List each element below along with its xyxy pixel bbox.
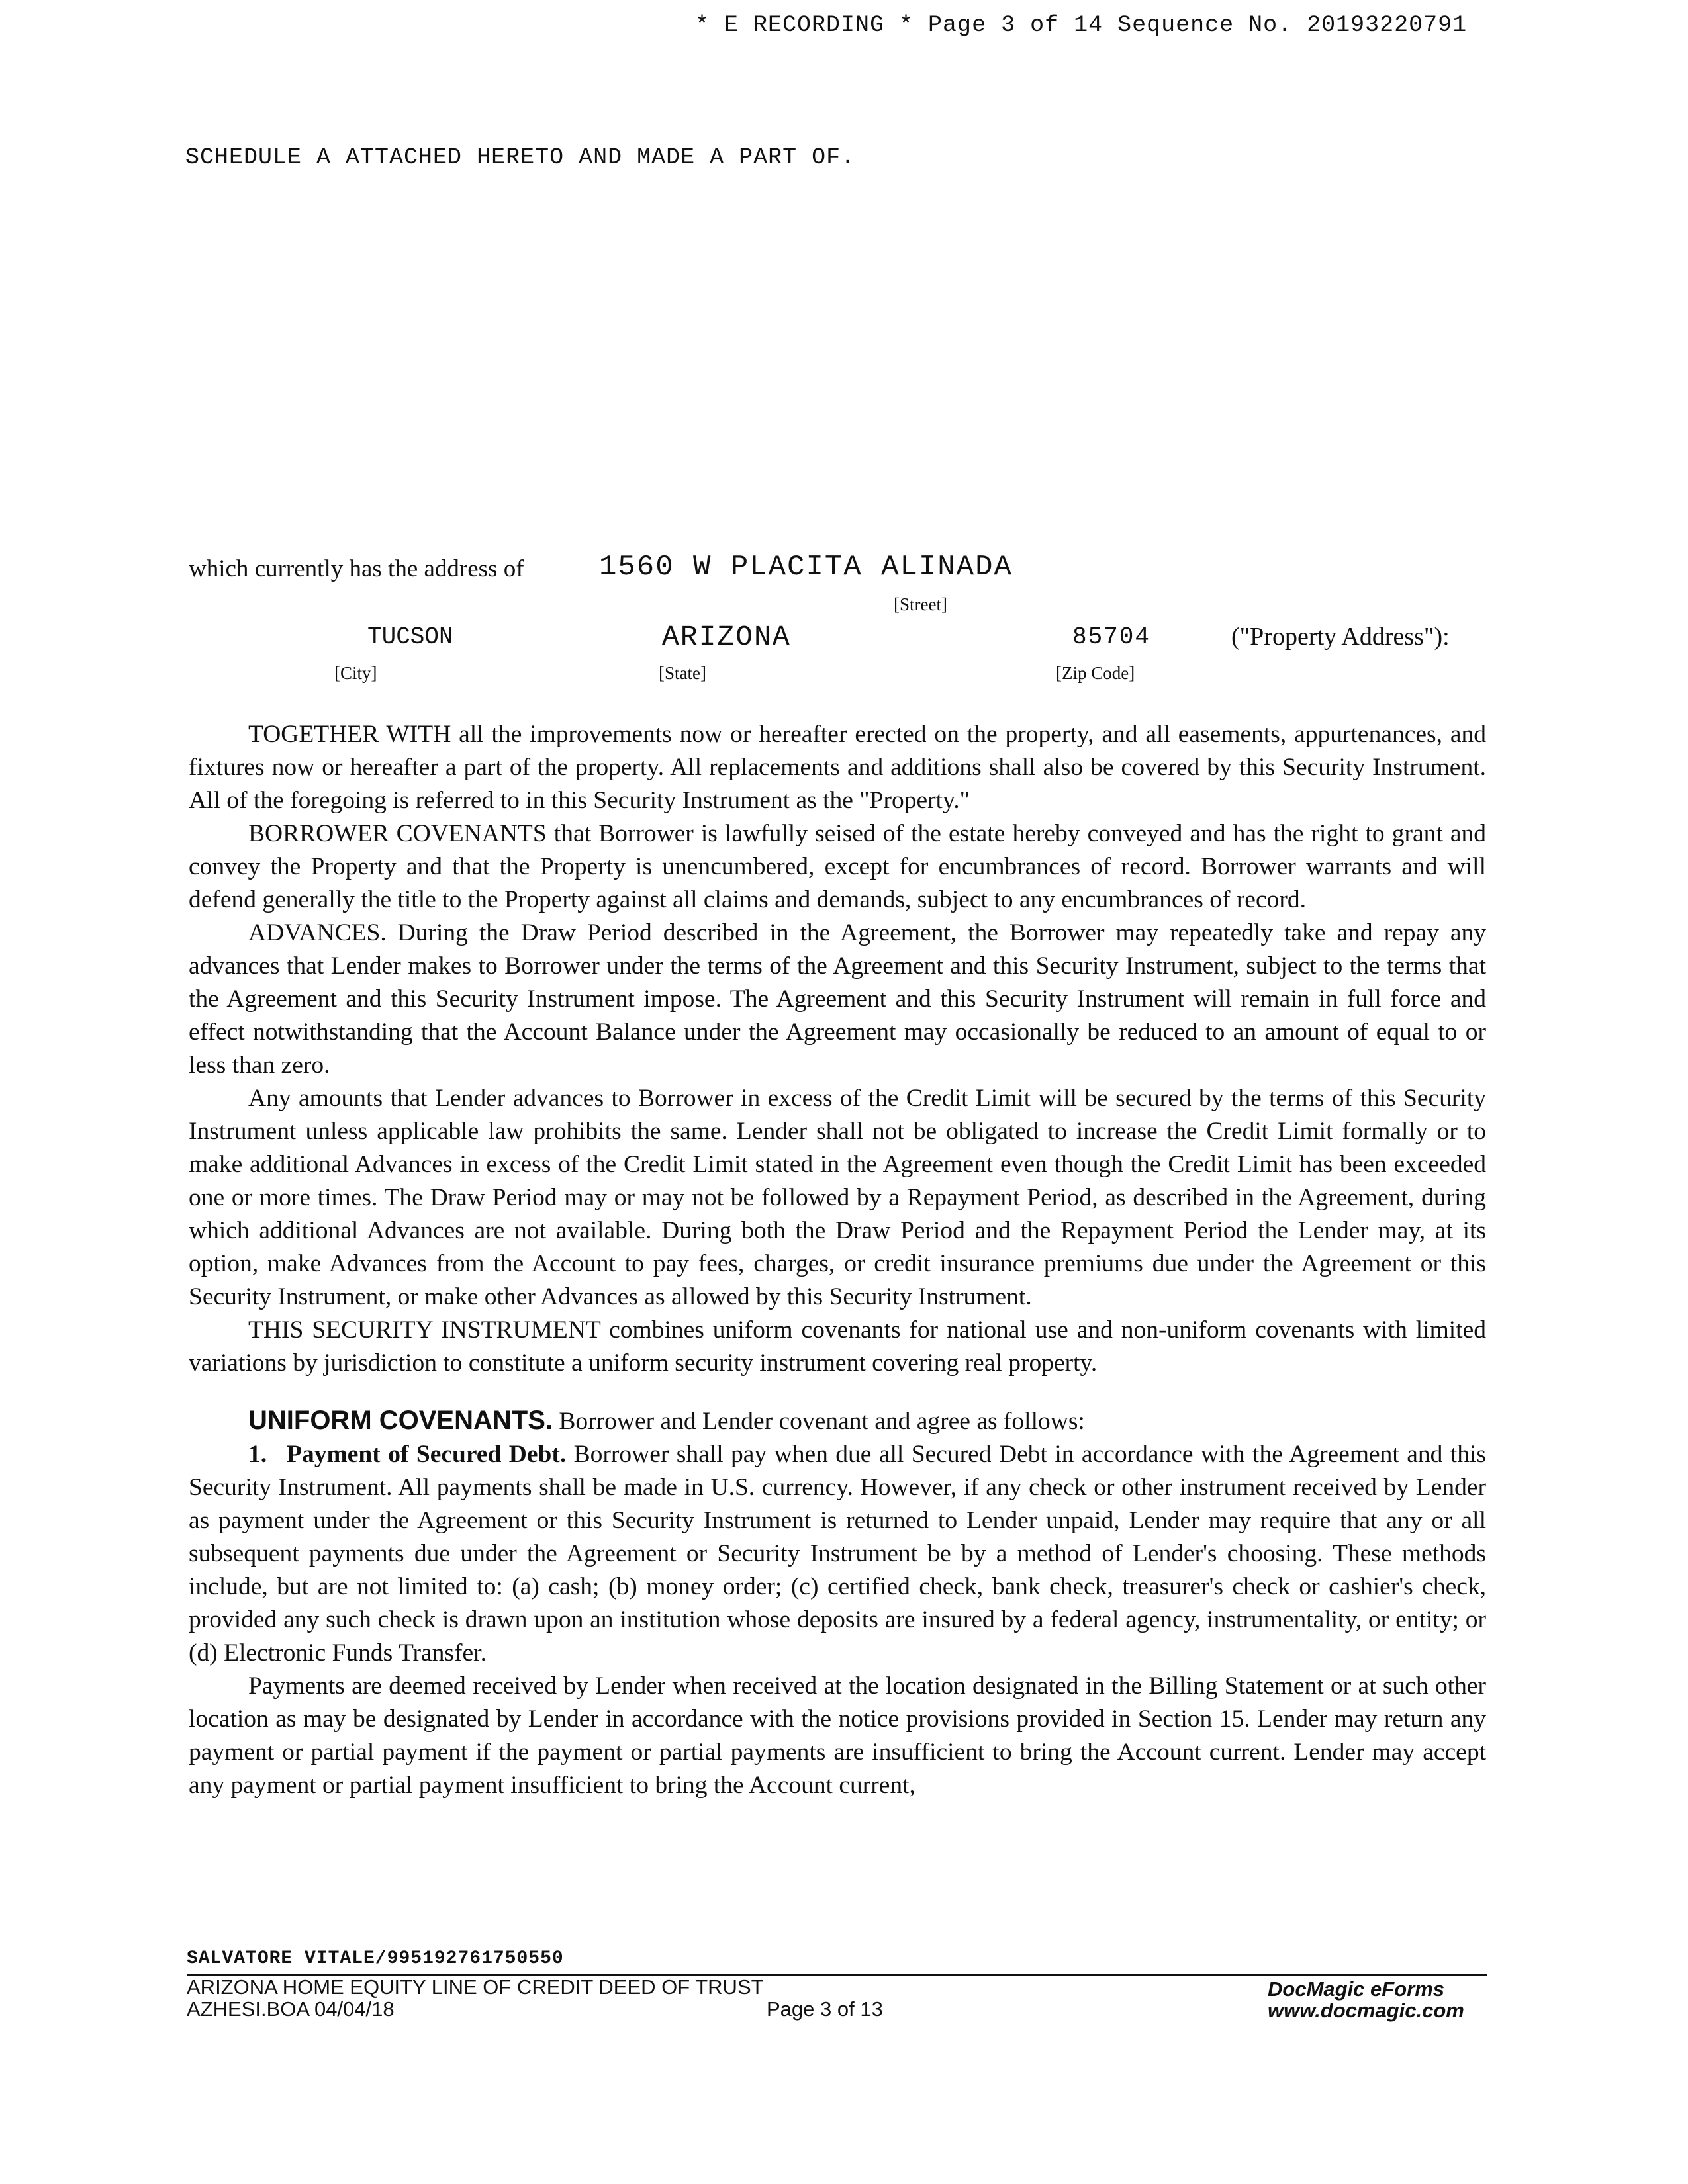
address-city: TUCSON: [367, 623, 453, 651]
form-code: AZHESI.BOA 04/04/18: [187, 1997, 395, 2021]
zip-caption: [Zip Code]: [1056, 663, 1135, 683]
borrower-loan-id: SALVATORE VITALE/995192761750550: [187, 1948, 564, 1969]
schedule-reference: SCHEDULE A ATTACHED HERETO AND MADE A PART OF.: [185, 144, 856, 171]
form-title: ARIZONA HOME EQUITY LINE OF CREDIT DEED OF TRUST: [187, 1976, 764, 1999]
payments-deemed-paragraph: Payments are deemed received by Lender when received at the location designated in the Billing Statement or at such other location as may be designated by Lender in accordance with the notice provisions provided in Section 15. Lender may return any payment or partial payment if the payment or partial payments are insufficient to bring the Account current. Lender may accept any payment or partial payment insufficient to bring the Account current,: [189, 1672, 1486, 1799]
page-number: Page 3 of 13: [767, 1997, 883, 2021]
docmagic-logo: DocMagic eForms: [1268, 1978, 1445, 2001]
recording-header: * E RECORDING * Page 3 of 14 Sequence No. 20193220791: [695, 12, 1468, 38]
advances-paragraph: ADVANCES. During the Draw Period described in the Agreement, the Borrower may repeatedly take and repay any advances that Lender makes to Borrower under the terms of the Agreement and this Security Instrument, subject to the terms that the Agreement and this Security Instrument impose. The Agreement and this Security Instrument will remain in full force and effect notwithstanding that the Account Balance under the Agreement may occasionally be reduced to an amount of equal to or less than zero.: [189, 919, 1486, 1079]
covenant-1-paragraph: [189, 1438, 1486, 1670]
state-caption: [State]: [659, 663, 706, 683]
address-zip: 85704: [1072, 623, 1151, 651]
docmagic-url: www.docmagic.com: [1268, 1999, 1464, 2022]
security-instrument-paragraph: THIS SECURITY INSTRUMENT combines uniform covenants for national use and non-uniform covenants with limited variations by jurisdiction to constitute a uniform security instrument covering real property.: [189, 1316, 1486, 1377]
address-intro: which currently has the address of: [189, 555, 524, 582]
covenant-1-text: Borrower shall pay when due all Secured Debt in accordance with the Agreement and this Security Instrument. All payments shall be made in U.S. currency. However, if any check or other instrument received by Lender as payment under the Agreement or this Security Instrument is returned to Lender unpaid, Lender may require that any or all subsequent payments due under the Agreement or Security Instrument be by a method of Lender's choosing. These methods include, but are not limited to: (a) cash; (b) money order; (c) certified check, bank check, treasurer's check or cashier's check, provided any such check is drawn upon an institution whose deposits are insured by a federal agency, instrumentality, or entity; or (d) Electronic Funds Transfer.: [189, 1441, 1487, 1666]
excess-advances-paragraph: Any amounts that Lender advances to Borrower in excess of the Credit Limit will be secured by the terms of this Security Instrument unless applicable law prohibits the same. Lender shall not be obligated to increase the Credit Limit formally or to make additional Advances in excess of the Credit Limit stated in the Agreement even though the Credit Limit has been exceeded one or more times. The Draw Period may or may not be followed by a Repayment Period, as described in the Agreement, during which additional Advances are not available. During both the Draw Period and the Repayment Period the Lender may, at its option, make Advances from the Account to pay fees, charges, or credit insurance premiums due under the Agreement or this Security Instrument, or make other Advances as allowed by this Security Instrument.: [189, 1085, 1486, 1310]
uniform-covenants-heading: UNIFORM COVENANTS.: [248, 1406, 553, 1435]
address-state: ARIZONA: [662, 621, 791, 653]
property-address-label: ("Property Address"):: [1231, 623, 1450, 651]
uniform-covenants-intro-text: Borrower and Lender covenant and agree as follows:: [559, 1408, 1085, 1435]
address-street: 1560 W PLACITA ALINADA: [599, 551, 1013, 584]
deed-body: [189, 718, 1486, 1802]
together-with-paragraph: TOGETHER WITH all the improvements now or hereafter erected on the property, and all easements, appurtenances, and fixtures now or hereafter a part of the property. All replacements and additions shall also be covered by this Security Instrument. All of the foregoing is referred to in this Security Instrument as the "Property.": [189, 721, 1486, 814]
covenant-1-number: 1.: [248, 1441, 267, 1468]
city-caption: [City]: [334, 663, 377, 683]
covenant-1-title: Payment of Secured Debt.: [287, 1441, 567, 1468]
borrower-covenants-paragraph: BORROWER COVENANTS that Borrower is lawfully seised of the estate hereby conveyed and has the right to grant and convey the Property and that the Property is unencumbered, except for encumbrances of record. Borrower warrants and will defend generally the title to the Property against all claims and demands, subject to any encumbrances of record.: [189, 820, 1486, 913]
street-caption: [Street]: [894, 594, 947, 614]
uniform-covenants-intro: [189, 1404, 1486, 1438]
